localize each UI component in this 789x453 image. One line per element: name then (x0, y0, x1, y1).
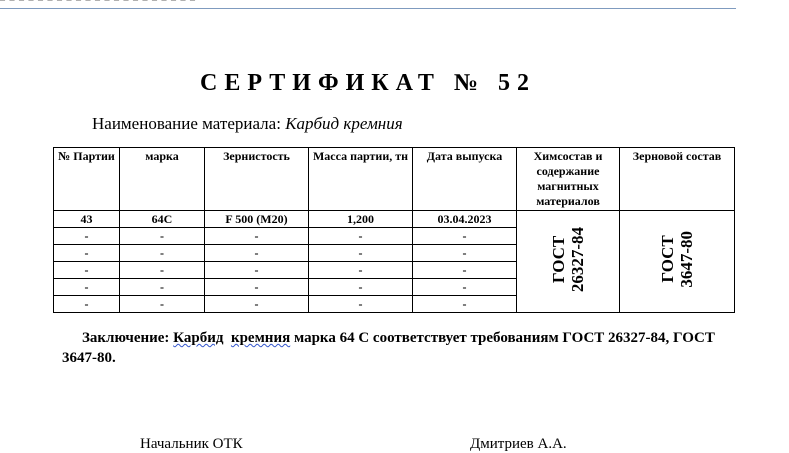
conclusion-paragraph (62, 328, 732, 368)
cell-date: - (413, 296, 517, 313)
batch-mass-label: Масса партии, тн (312, 149, 409, 163)
column-header-grade: марка (120, 148, 205, 211)
cell-chemistry-standard (517, 211, 620, 313)
column-header-grain-size: Зернистость (205, 148, 309, 211)
cell-grade: - (120, 262, 205, 279)
column-header-grain-composition: Зерновой состав (620, 148, 735, 211)
material-value: Карбид кремния (285, 114, 403, 133)
grain-standard-line1: ГОСТ (658, 235, 677, 284)
cell-mass: - (309, 279, 413, 296)
chemistry-standard-text (549, 227, 587, 292)
cell-mass: - (309, 245, 413, 262)
table-row (54, 211, 735, 228)
cut-off-header-text (0, 0, 360, 3)
cell-batch: - (54, 245, 120, 262)
cell-mass: - (309, 262, 413, 279)
certificate-table (53, 147, 735, 313)
cell-grade: 64С (120, 211, 205, 228)
cell-batch: - (54, 228, 120, 245)
cell-grade: - (120, 296, 205, 313)
signature-name: Дмитриев А.А. (470, 436, 567, 452)
cell-grain-size: - (205, 279, 309, 296)
cell-grain-size: - (205, 296, 309, 313)
cell-mass: - (309, 228, 413, 245)
grain-standard-line2: 3647-80 (677, 231, 696, 288)
cell-date: - (413, 228, 517, 245)
cell-batch: - (54, 262, 120, 279)
cell-grade: - (120, 228, 205, 245)
chemistry-standard-line2: 26327-84 (568, 226, 587, 293)
grain-standard-text (658, 231, 696, 288)
conclusion-prefix: Заключение: (82, 330, 174, 346)
cell-batch: - (54, 296, 120, 313)
conclusion-rest: марка 64 С соответствует требованиям ГОСТ 26327-84, ГОСТ 3647-80. (62, 330, 715, 366)
cell-grade: - (120, 245, 205, 262)
cell-date: - (413, 262, 517, 279)
header-rule (0, 8, 736, 9)
cell-batch: 43 (54, 211, 120, 228)
table-header-row (54, 148, 735, 211)
cell-batch: - (54, 279, 120, 296)
cell-grain-size: - (205, 262, 309, 279)
cell-grain-size: - (205, 228, 309, 245)
column-header-batch-mass (309, 148, 413, 211)
material-line (92, 114, 403, 134)
cell-grain-size: F 500 (М20) (205, 211, 309, 228)
column-header-batch: № Партии (54, 148, 120, 211)
material-label: Наименование материала: (92, 114, 286, 133)
cell-date: - (413, 279, 517, 296)
cell-grade: - (120, 279, 205, 296)
certificate-title: СЕРТИФИКАТ № 52 (200, 70, 536, 96)
conclusion-material-word1: Карбид (173, 330, 224, 346)
column-header-chemistry: Химсостав и содержание магнитных материалов (517, 148, 620, 211)
cell-grain-standard (620, 211, 735, 313)
signature-role: Начальник ОТК (140, 436, 243, 452)
conclusion-material-word2: кремния (230, 330, 291, 346)
cell-grain-size: - (205, 245, 309, 262)
chemistry-standard-line1: ГОСТ (549, 235, 568, 284)
cell-date: - (413, 245, 517, 262)
column-header-release-date: Дата выпуска (413, 148, 517, 211)
cell-mass: 1,200 (309, 211, 413, 228)
cell-date: 03.04.2023 (413, 211, 517, 228)
cell-mass: - (309, 296, 413, 313)
